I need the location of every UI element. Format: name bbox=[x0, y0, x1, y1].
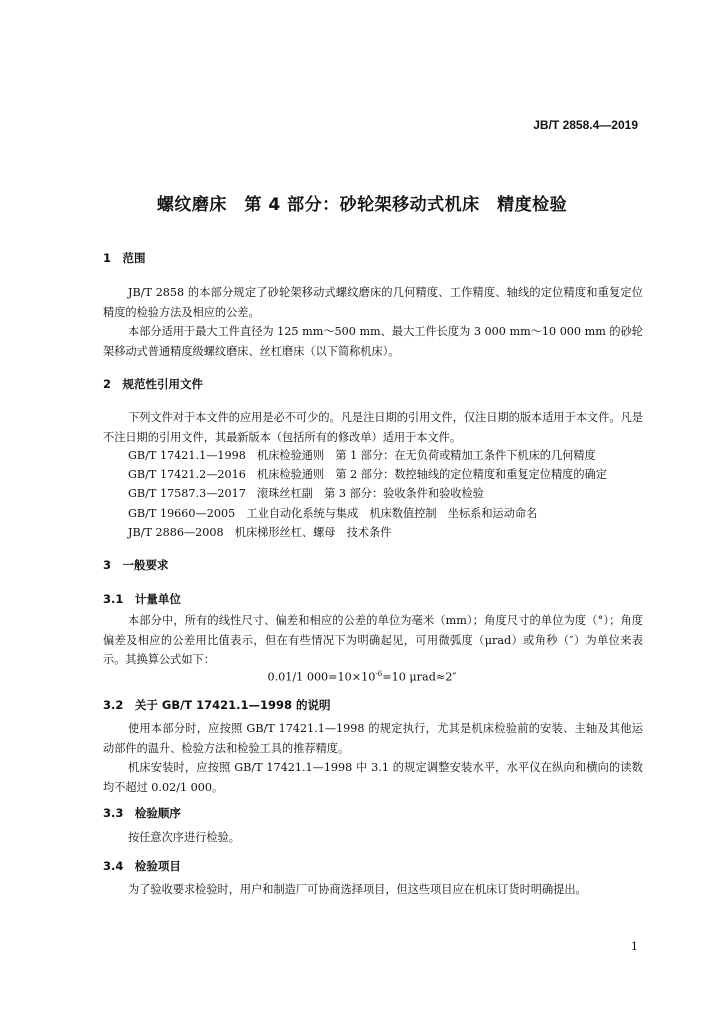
conversion-formula: 0.01/1 $000=10\times 10^{-6}=10$ μrad≈2″ bbox=[267, 670, 457, 684]
section-3-heading: 3 一般要求 bbox=[103, 558, 169, 572]
section-3-4-heading: 3.4 检验项目 bbox=[103, 859, 181, 873]
section-3-3-text: 按任意次序进行检验。 bbox=[128, 831, 240, 844]
document-title: 螺纹磨床 第 4 部分：砂轮架移动式机床 精度检验 bbox=[156, 195, 568, 215]
section-2-heading: 2 规范性引用文件 bbox=[103, 377, 204, 391]
standard-number: JB/T 2858.4—2019 bbox=[533, 118, 638, 132]
reference-item: GB/T 17421.2—2016 机床检验通则 第 2 部分：数控轴线的定位精度和重复定位精度的确定 bbox=[128, 468, 607, 481]
section-3-3-heading: 3.3 检验顺序 bbox=[103, 806, 181, 820]
section-3-2-paragraph-1: 使用本部分时，应按照 GB/T 17421.1—1998 的规定执行，尤其是机床检验前的安装、主轴及其他运动部件的温升、检验方法和检验工具的推荐精度。 bbox=[103, 722, 643, 755]
section-3-2-heading: 3.2 关于 GB/T 17421.1—1998 的说明 bbox=[103, 698, 331, 712]
reference-item: GB/T 17421.1—1998 机床检验通则 第 1 部分：在无负荷或精加工条件下机床的几何精度 bbox=[128, 449, 596, 462]
section-3-1-heading: 3.1 计量单位 bbox=[103, 592, 181, 606]
section-1-paragraph-2: 本部分适用于最大工件直径为 125 mm～500 mm、最大工件长度为 3 000 mm～10 000 mm 的砂轮架移动式普通精度级螺纹磨床、丝杠磨床（以下简称机床）。 bbox=[103, 325, 643, 358]
section-1-heading: 1 范围 bbox=[103, 251, 146, 265]
section-3-4-text: 为了验收要求检验时，用户和制造厂可协商选择项目，但这些项目应在机床订货时明确提出。 bbox=[128, 883, 587, 896]
page-number: 1 bbox=[631, 940, 638, 953]
section-3-1-text: 本部分中，所有的线性尺寸、偏差和相应的公差的单位为毫米（mm）；角度尺寸的单位为度（°）；角度偏差及相应的公差用比值表示，但在有些情况下为明确起见，可用微弧度（μrad）或角秒（″）为单位来表示。其换算公式如下： bbox=[103, 614, 643, 666]
section-2-intro: 下列文件对于本文件的应用是必不可少的。凡是注日期的引用文件，仅注日期的版本适用于本文件。凡是不注日期的引用文件，其最新版本（包括所有的修改单）适用于本文件。 bbox=[103, 411, 643, 444]
reference-item: JB/T 2886—2008 机床梯形丝杠、螺母 技术条件 bbox=[128, 526, 392, 539]
section-3-2-paragraph-2: 机床安装时，应按照 GB/T 17421.1—1998 中 3.1 的规定调整安装水平，水平仪在纵向和横向的读数均不超过 0.02/1 000。 bbox=[103, 761, 643, 794]
section-1-paragraph-1: JB/T 2858 的本部分规定了砂轮架移动式螺纹磨床的几何精度、工作精度、轴线的定位精度和重复定位精度的检验方法及相应的公差。 bbox=[103, 286, 643, 319]
reference-item: GB/T 17587.3—2017 滚珠丝杠副 第 3 部分：验收条件和验收检验 bbox=[128, 487, 484, 500]
reference-item: GB/T 19660—2005 工业自动化系统与集成 机床数值控制 坐标系和运动命名 bbox=[128, 507, 538, 520]
